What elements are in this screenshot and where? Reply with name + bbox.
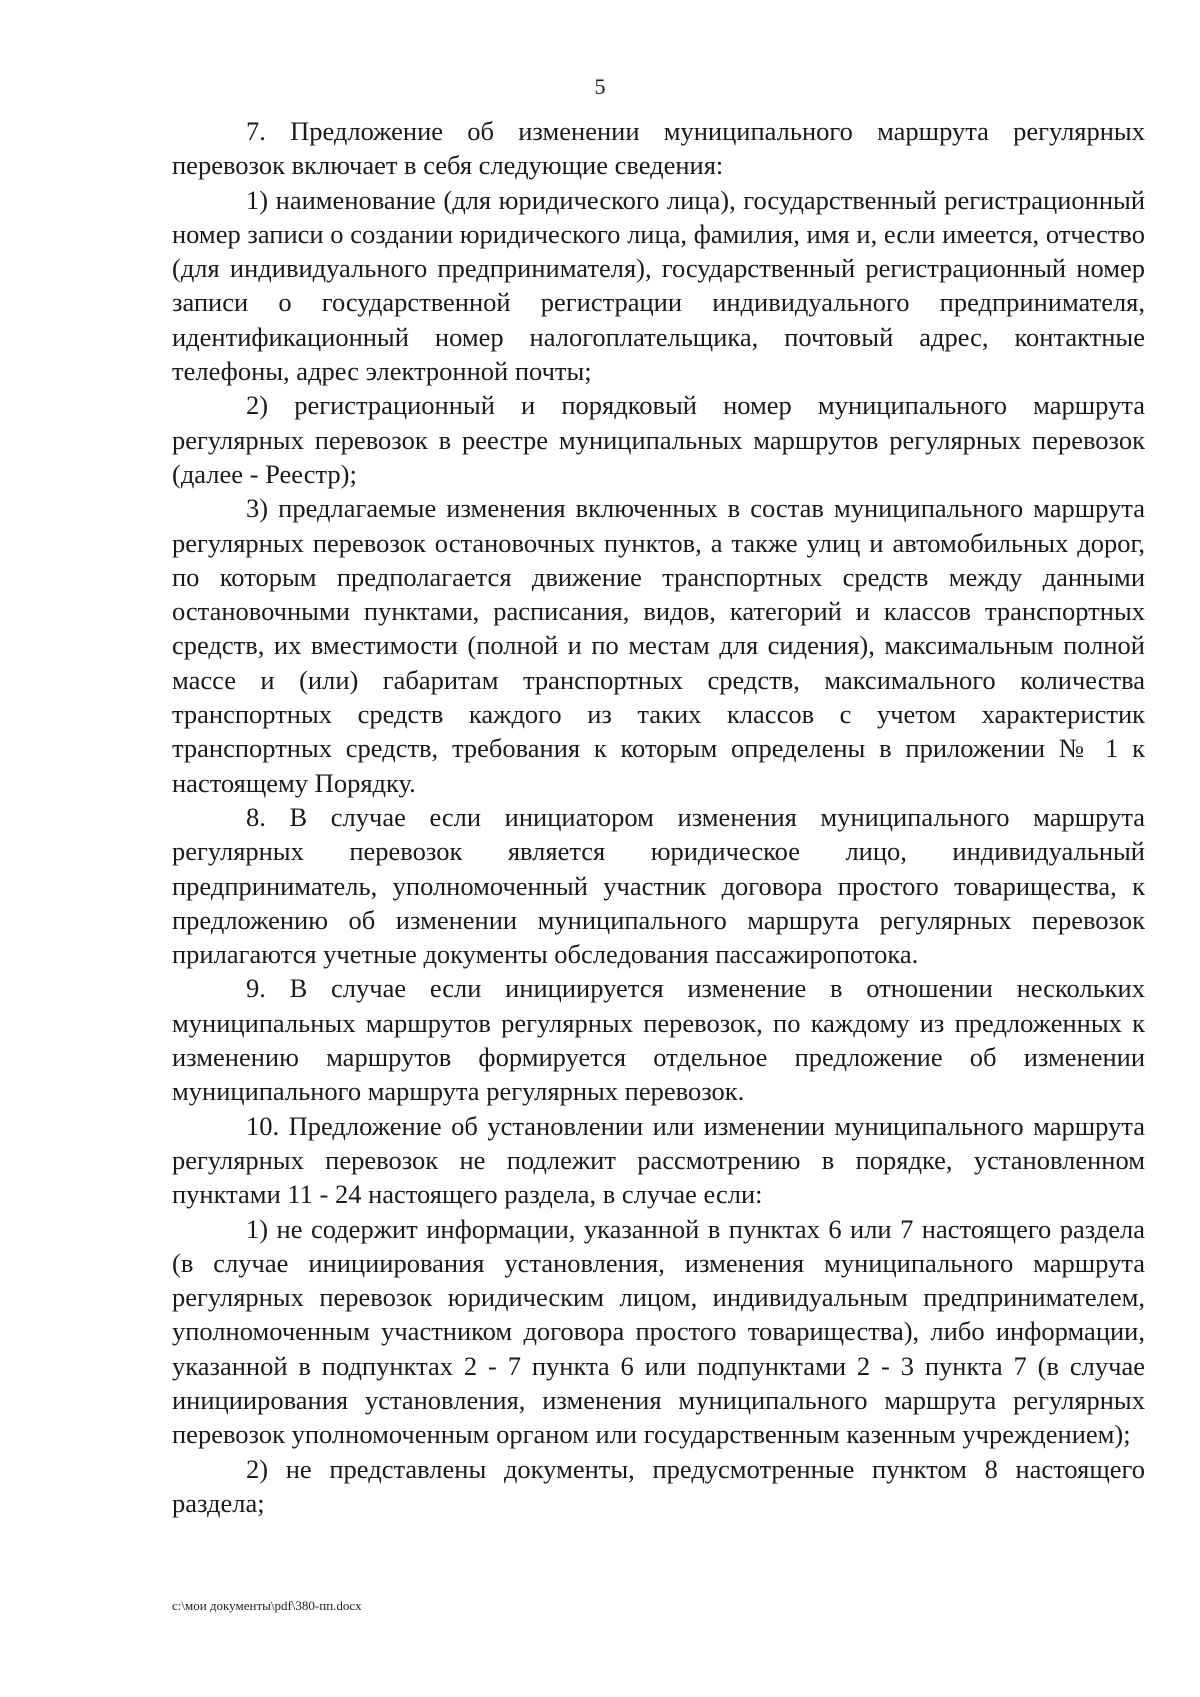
paragraph-subitem-3: 3) предлагаемые изменения включенных в состав муниципального маршрута регулярных перевозок остановочных пунктов, а также улиц и автомобильных дорог, по которым предполагается движение транспортных средств между данными остановочными пунктами, расписания, видов, категорий и классов транспортных средств, их вместимости (полной и по местам для сидения), максимальным полной массе и (или) габаритам транспортных средств, максимального количества транспортных средств каждого из таких классов с учетом характеристик транспортных средств, требования к которым определены в приложении № 1 к настоящему Порядку.: [172, 493, 1145, 798]
document-body: [172, 114, 1145, 1520]
paragraph-subitem-1: 1) наименование (для юридического лица), государственный регистрационный номер записи о создании юридического лица, фамилия, имя и, если имеется, отчество (для индивидуального предпринимателя), государственный регистрационный номер записи о государственной регистрации индивидуального предпринимателя, идентификационный номер налогоплательщика, почтовый адрес, контактные телефоны, адрес электронной почты;: [172, 184, 1145, 387]
paragraph-item-9: 9. В случае если инициируется изменение в отношении нескольких муниципальных маршрутов регулярных перевозок, по каждому из предложенных к изменению маршрутов формируется отдельное предложение об изменении муниципального маршрута регулярных перевозок.: [172, 973, 1145, 1107]
paragraph-subitem-2: 2) регистрационный и порядковый номер муниципального маршрута регулярных перевозок в реестре муниципальных маршрутов регулярных перевозок (далее - Реестр);: [172, 390, 1145, 489]
paragraph-subitem-1: 1) не содержит информации, указанной в пунктах 6 или 7 настоящего раздела (в случае инициирования установления, изменения муниципального маршрута регулярных перевозок юридическим лицом, индивидуальным предпринимателем, уполномоченным участником договора простого товарищества), либо информации, указанной в подпунктах 2 - 7 пункта 6 или подпунктами 2 - 3 пункта 7 (в случае инициирования установления, изменения муниципального маршрута регулярных перевозок уполномоченным органом или государственным казенным учреждением);: [172, 1213, 1145, 1450]
paragraph-item-8: 8. В случае если инициатором изменения муниципального маршрута регулярных перевозок является юридическое лицо, индивидуальный предприниматель, уполномоченный участник договора простого товарищества, к предложению об изменении муниципального маршрута регулярных перевозок прилагаются учетные документы обследования пассажиропотока.: [172, 801, 1145, 970]
paragraph-item-10: 10. Предложение об установлении или изменении муниципального маршрута регулярных перевозок не подлежит рассмотрению в порядке, установленном пунктами 11 - 24 настоящего раздела, в случае если:: [172, 1110, 1145, 1210]
paragraph-subitem-2: 2) не представлены документы, предусмотренные пунктом 8 настоящего раздела;: [172, 1453, 1145, 1518]
page-number: 5: [594, 74, 606, 99]
paragraph-item-7: 7. Предложение об изменении муниципального маршрута регулярных перевозок включает в себя следующие сведения:: [172, 116, 1145, 181]
footer-file-path: c:\мои документы\pdf\380-пп.docx: [172, 1598, 362, 1613]
